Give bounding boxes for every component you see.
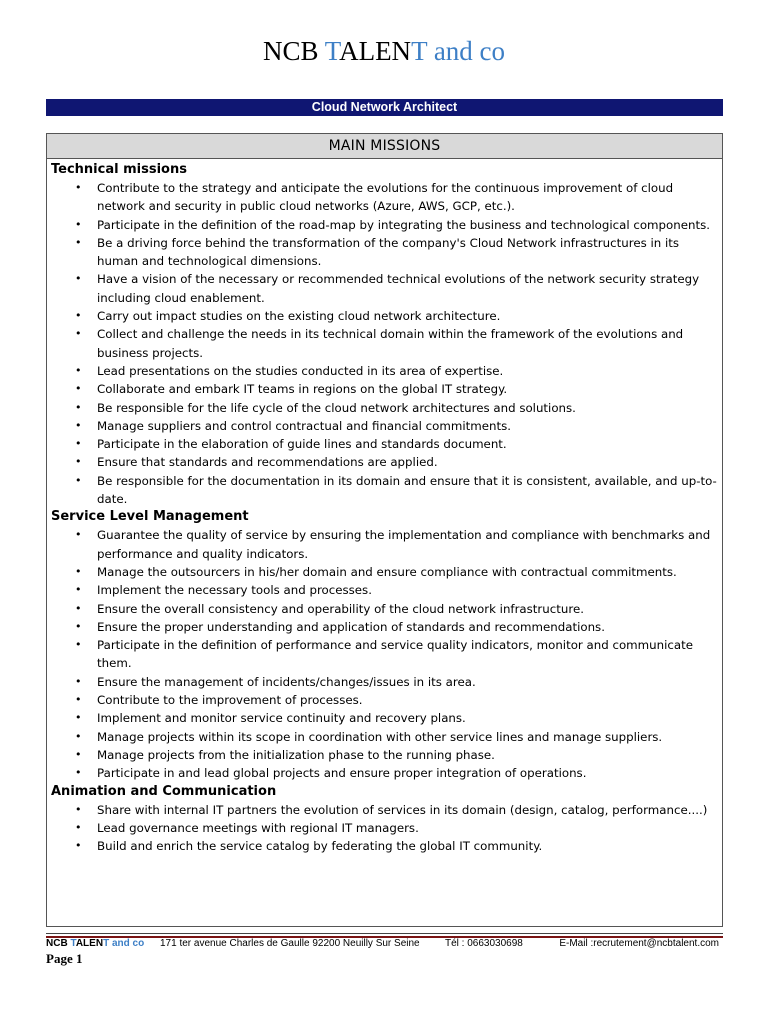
bullet-icon: • <box>75 217 82 231</box>
list-item <box>47 709 722 727</box>
footer-email: E-Mail :recrutement@ncbtalent.com <box>559 938 719 949</box>
list-item-text: Ensure that standards and recommendations are applied. <box>97 455 438 470</box>
list-item-text: Manage projects from the initialization phase to the running phase. <box>97 747 495 762</box>
bullet-icon: • <box>75 473 82 487</box>
bullet-icon: • <box>75 747 82 761</box>
bullet-icon: • <box>75 638 82 652</box>
mission-list <box>47 526 722 782</box>
list-item-text: Participate in the definition of the road-map by integrating the business and technological components. <box>97 217 710 232</box>
list-item-text: Lead presentations on the studies conducted in its area of expertise. <box>97 363 504 378</box>
list-item <box>47 380 722 398</box>
bullet-icon: • <box>75 693 82 707</box>
footer-brand-ncb: NCB <box>46 938 71 949</box>
list-item <box>47 399 722 417</box>
brand-t-and-co: T and co <box>411 36 506 66</box>
list-item <box>47 417 722 435</box>
bullet-icon: • <box>75 674 82 688</box>
bullet-icon: • <box>75 327 82 341</box>
page-number: Page 1 <box>46 951 83 966</box>
list-item <box>47 435 722 453</box>
list-item-text: Ensure the proper understanding and application of standards and recommendations. <box>97 619 605 634</box>
brand-ncb: NCB <box>262 36 325 66</box>
footer-brand-t-and-co: T and co <box>103 938 145 949</box>
list-item-text: Contribute to the improvement of processes. <box>97 693 363 708</box>
footer-phone: Tél : 0663030698 <box>445 938 523 949</box>
bullet-icon: • <box>75 619 82 633</box>
bullet-icon: • <box>75 418 82 432</box>
footer-brand-t1: T <box>70 938 76 949</box>
list-item <box>47 234 722 271</box>
brand-t1: T <box>324 36 340 66</box>
footer-brand-alen: ALEN <box>75 938 104 949</box>
list-item <box>47 472 722 509</box>
list-item <box>47 563 722 581</box>
list-item-text: Participate in the elaboration of guide lines and standards document. <box>97 437 507 452</box>
list-item-text: Implement the necessary tools and processes. <box>97 583 372 598</box>
bullet-icon: • <box>75 309 82 323</box>
list-item-text: Contribute to the strategy and anticipate the evolutions for the continuous improvement of cloud network and security in public cloud networks (Azure, AWS, GCP, etc.). <box>97 181 674 214</box>
list-item-text: Manage the outsourcers in his/her domain and ensure compliance with contractual commitments. <box>97 564 677 579</box>
list-item <box>47 600 722 618</box>
list-item <box>47 581 722 599</box>
list-item <box>47 673 722 691</box>
list-item-text: Be responsible for the life cycle of the cloud network architectures and solutions. <box>97 400 576 415</box>
bullet-icon: • <box>75 382 82 396</box>
list-item-text: Ensure the management of incidents/changes/issues in its area. <box>97 674 476 689</box>
list-item <box>47 819 722 837</box>
bullet-icon: • <box>75 583 82 597</box>
main-missions-box <box>46 133 723 927</box>
missions-content <box>47 159 722 855</box>
list-item <box>47 691 722 709</box>
list-item <box>47 453 722 471</box>
list-item-text: Participate in and lead global projects and ensure proper integration of operations. <box>97 766 587 781</box>
bullet-icon: • <box>75 766 82 780</box>
list-item-text: Participate in the definition of performance and service quality indicators, monitor and communicate them. <box>97 638 693 671</box>
list-item-text: Collaborate and embark IT teams in regions on the global IT strategy. <box>97 382 508 397</box>
list-item-text: Lead governance meetings with regional IT managers. <box>97 820 419 835</box>
bullet-icon: • <box>75 601 82 615</box>
bullet-icon: • <box>75 455 82 469</box>
list-item <box>47 618 722 636</box>
footer-address: 171 ter avenue Charles de Gaulle 92200 Neuilly Sur Seine <box>160 938 420 949</box>
job-title-bar: Cloud Network Architect <box>46 99 723 116</box>
list-item-text: Build and enrich the service catalog by federating the global IT community. <box>97 839 543 854</box>
bullet-icon: • <box>75 802 82 816</box>
list-item-text: Be responsible for the documentation in its domain and ensure that it is consistent, available, and up-to-date. <box>97 473 717 507</box>
list-item <box>47 746 722 764</box>
list-item-text: Manage suppliers and control contractual and financial commitments. <box>97 418 511 433</box>
list-item-text: Guarantee the quality of service by ensuring the implementation and compliance with benchmarks and performance and quality indicators. <box>97 528 711 561</box>
list-item-text: Implement and monitor service continuity and recovery plans. <box>97 711 466 726</box>
main-missions-heading: MAIN MISSIONS <box>47 134 722 159</box>
list-item-text: Carry out impact studies on the existing cloud network architecture. <box>97 309 501 324</box>
mission-list <box>47 179 722 508</box>
list-item-text: Be a driving force behind the transformation of the company's Cloud Network infrastructures in its human and technological dimensions. <box>97 235 680 269</box>
list-item <box>47 179 722 216</box>
list-item-text: Collect and challenge the needs in its technical domain within the framework of the evolutions and business projects. <box>97 327 684 360</box>
list-item <box>47 526 722 563</box>
bullet-icon: • <box>75 820 82 834</box>
section-title: Technical missions <box>51 162 187 177</box>
list-item <box>47 307 722 325</box>
bullet-icon: • <box>75 528 82 542</box>
list-item-text: Have a vision of the necessary or recommended technical evolutions of the network security strategy including cloud enablement. <box>97 272 700 305</box>
section-title: Service Level Management <box>51 509 249 525</box>
bullet-icon: • <box>75 729 82 743</box>
list-item <box>47 636 722 673</box>
bullet-icon: • <box>75 437 82 451</box>
bullet-icon: • <box>75 235 82 249</box>
bullet-icon: • <box>75 400 82 414</box>
list-item-text: Ensure the overall consistency and operability of the cloud network infrastructure. <box>97 601 584 616</box>
bullet-icon: • <box>75 181 82 194</box>
bullet-icon: • <box>75 711 82 725</box>
list-item <box>47 801 722 819</box>
list-item-text: Manage projects within its scope in coordination with other service lines and manage suppliers. <box>97 729 663 744</box>
list-item <box>47 362 722 380</box>
footer <box>46 938 723 952</box>
list-item-text: Share with internal IT partners the evolution of services in its domain (design, catalog, performance....) <box>97 802 708 817</box>
bullet-icon: • <box>75 363 82 377</box>
bullet-icon: • <box>75 839 82 853</box>
list-item <box>47 216 722 234</box>
footer-brand <box>46 938 144 950</box>
list-item <box>47 325 722 362</box>
list-item <box>47 270 722 307</box>
list-item <box>47 837 722 855</box>
list-item <box>47 728 722 746</box>
footer-divider <box>46 933 723 934</box>
list-item <box>47 764 722 782</box>
section-title: Animation and Communication <box>51 783 277 799</box>
brand-alen: ALEN <box>339 36 412 66</box>
bullet-icon: • <box>75 272 82 286</box>
company-logo-title <box>0 36 768 66</box>
mission-list <box>47 801 722 856</box>
bullet-icon: • <box>75 564 82 578</box>
